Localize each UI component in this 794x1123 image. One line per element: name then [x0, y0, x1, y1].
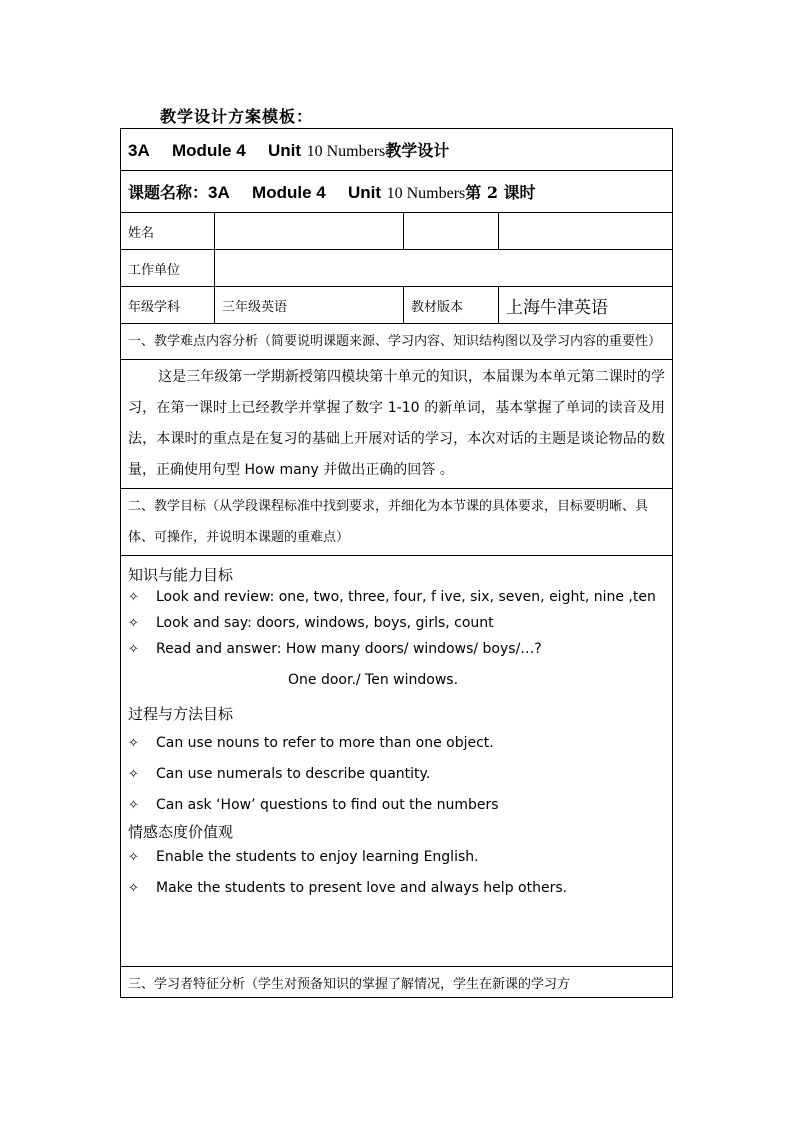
- document-title: [121, 129, 673, 171]
- name-label: 姓名: [121, 213, 215, 250]
- lesson-unit: Unit: [347, 183, 382, 202]
- section3-heading: 三、学习者特征分析（学生对预备知识的掌握了解情况，学生在新课的学习方: [121, 967, 673, 998]
- diamond-bullet-icon: ✧: [128, 590, 139, 605]
- name-row: [121, 213, 673, 250]
- process-item: ✧ Can ask ‘How’ questions to find out the numbers: [128, 797, 499, 813]
- knowledge-item: ✧ Read and answer: How many doors/ windows/ boys/…?: [128, 641, 542, 657]
- knowledge-heading: 知识与能力目标: [128, 566, 234, 584]
- lesson-topic: 10 Numbers: [386, 185, 466, 202]
- workplace-value: [215, 250, 673, 287]
- section3-heading-row: [121, 967, 673, 998]
- title-module: Module 4: [172, 141, 246, 160]
- diamond-bullet-icon: ✧: [128, 767, 139, 782]
- section2-heading-row: [121, 489, 673, 556]
- knowledge-answer: One door./ Ten windows.: [288, 672, 459, 688]
- workplace-label: 工作单位: [121, 250, 215, 287]
- process-item: ✧ Can use nouns to refer to more than one object.: [128, 735, 494, 751]
- title-topic: 10 Numbers: [306, 143, 386, 160]
- knowledge-item: ✧ Look and say: doors, windows, boys, girls, count: [128, 615, 494, 631]
- diamond-bullet-icon: ✧: [128, 850, 139, 865]
- grade-subject-row: [121, 287, 673, 324]
- section1-body: 这是三年级第一学期新授第四模块第十单元的知识，本届课为本单元第二课时的学习，在第一课时上已经教学并掌握了数字 1-10 的新单词，基本掌握了单词的读音及用法，本课时的重点是在复习的基础上开展对话的学习，本次对话的主题是谈论物品的数量，正确使用句型 How many 并做出正确的回答 。: [121, 360, 673, 489]
- section1-heading: 一、教学难点内容分析（简要说明课题来源、学习内容、知识结构图以及学习内容的重要性）: [121, 324, 673, 360]
- objectives-cell: [121, 556, 673, 967]
- diamond-bullet-icon: ✧: [128, 881, 139, 896]
- title-grade: 3A: [128, 141, 150, 160]
- title-row: [121, 129, 673, 171]
- lesson-suffix: 第 2 课时: [465, 183, 536, 202]
- diamond-bullet-icon: ✧: [128, 736, 139, 751]
- lesson-label: 课题名称：: [128, 183, 209, 202]
- extra-label: [404, 213, 499, 250]
- textbook-label: 教材版本: [404, 287, 499, 324]
- knowledge-item: ✧ Look and review: one, two, three, four, f ive, six, seven, eight, nine ,ten: [128, 589, 656, 605]
- title-unit: Unit: [267, 141, 302, 160]
- process-heading: 过程与方法目标: [128, 705, 234, 723]
- extra-value: [499, 213, 673, 250]
- diamond-bullet-icon: ✧: [128, 616, 139, 631]
- grade-subject-value: 三年级英语: [215, 287, 404, 324]
- section1-heading-row: [121, 324, 673, 360]
- title-suffix: 教学设计: [385, 141, 450, 160]
- workplace-row: [121, 250, 673, 287]
- lesson-module: Module 4: [252, 183, 326, 202]
- grade-subject-label: 年级学科: [121, 287, 215, 324]
- section2-body-row: [121, 556, 673, 967]
- objectives-block: [128, 556, 665, 966]
- page-heading: 教学设计方案模板：: [160, 107, 314, 126]
- attitude-heading: 情感态度价值观: [128, 823, 234, 841]
- lesson-name: [121, 171, 673, 213]
- lesson-plan-table: [120, 128, 673, 998]
- diamond-bullet-icon: ✧: [128, 642, 139, 657]
- lesson-grade: 3A: [208, 183, 230, 202]
- lesson-row: [121, 171, 673, 213]
- process-item: ✧ Can use numerals to describe quantity.: [128, 766, 431, 782]
- section1-body-row: [121, 360, 673, 489]
- attitude-item: ✧ Enable the students to enjoy learning English.: [128, 849, 479, 865]
- diamond-bullet-icon: ✧: [128, 798, 139, 813]
- attitude-item: ✧ Make the students to present love and always help others.: [128, 880, 568, 896]
- section2-heading: 二、教学目标（从学段课程标准中找到要求，并细化为本节课的具体要求，目标要明晰、具体、可操作，并说明本课题的重难点）: [121, 489, 673, 556]
- textbook-value: 上海牛津英语: [499, 287, 673, 324]
- name-value: [215, 213, 404, 250]
